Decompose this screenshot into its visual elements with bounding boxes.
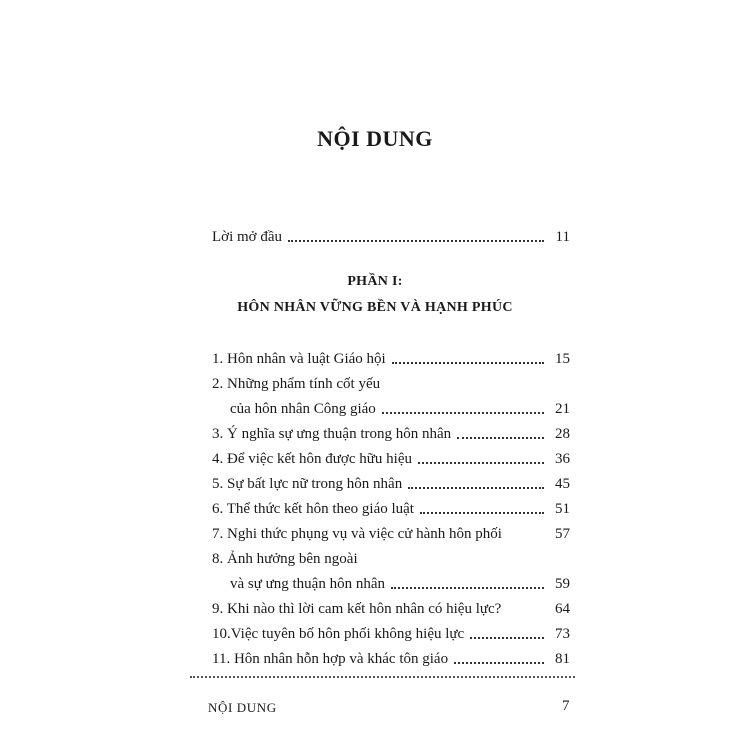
- toc-entry: [212, 346, 570, 368]
- toc-leader-dots: [454, 662, 544, 664]
- toc-entry-page: 57: [555, 526, 570, 542]
- toc-entry: [212, 521, 570, 543]
- toc-entry: [212, 596, 570, 618]
- toc-leader-dots: [288, 240, 544, 242]
- toc-entry: [212, 371, 570, 393]
- toc-entry-label: 2. Những phẩm tính cốt yếu: [212, 376, 381, 392]
- toc-leader-dots: [408, 487, 544, 489]
- toc-entry-label: 9. Khi nào thì lời cam kết hôn nhân có hiệu lực?: [212, 601, 502, 617]
- toc-entry: [212, 621, 570, 643]
- toc-entry-label: 6. Thể thức kết hôn theo giáo luật: [212, 501, 414, 517]
- toc-leader-dots: [391, 587, 544, 589]
- toc-entry-label: của hôn nhân Công giáo: [230, 401, 376, 417]
- toc-entry-continuation: [212, 571, 570, 593]
- toc-entry-label: 8. Ảnh hưởng bên ngoài: [212, 551, 358, 567]
- part-heading: PHẦN I:: [347, 274, 403, 289]
- footer-divider: [190, 676, 575, 678]
- toc-entry: [212, 646, 570, 668]
- toc-entry-page: 51: [555, 501, 570, 517]
- toc-entry-label: 1. Hôn nhân và luật Giáo hội: [212, 351, 386, 367]
- toc-entry-label: 11. Hôn nhân hỗn hợp và khác tôn giáo: [212, 651, 449, 667]
- toc-entry-page: 64: [555, 601, 570, 617]
- part-subheading: HÔN NHÂN VỮNG BỀN VÀ HẠNH PHÚC: [237, 300, 513, 315]
- toc-entry-label: 3. Ý nghĩa sự ưng thuận trong hôn nhân: [212, 426, 452, 442]
- toc-leader-dots: [470, 637, 544, 639]
- toc-entry-page: 28: [555, 426, 570, 442]
- toc-leader-dots: [382, 412, 544, 414]
- toc-entry: [212, 446, 570, 468]
- toc-entry-label: Lời mở đầu: [212, 229, 283, 245]
- toc-entry-intro: [212, 224, 570, 246]
- toc-entry-label: và sự ưng thuận hôn nhân: [230, 576, 385, 592]
- toc-entry-page: 36: [555, 451, 570, 467]
- toc-entry-page: 45: [555, 476, 570, 492]
- toc-entry-continuation: [212, 396, 570, 418]
- toc-entry: [212, 496, 570, 518]
- toc-entry-page: 81: [555, 651, 570, 667]
- toc-entry-page: 73: [555, 626, 570, 642]
- toc-leader-dots: [392, 362, 544, 364]
- toc-entry-page: 59: [555, 576, 570, 592]
- toc-entry-label: 4. Để việc kết hôn được hữu hiệu: [212, 451, 412, 467]
- toc-entry: [212, 546, 570, 568]
- running-footer-title: NỘI DUNG: [208, 700, 277, 715]
- toc-entry-page: 11: [555, 229, 570, 245]
- toc-entry-label: 5. Sự bất lực nữ trong hôn nhân: [212, 476, 403, 492]
- toc-entry: [212, 421, 570, 443]
- toc-entry: [212, 471, 570, 493]
- toc-leader-dots: [418, 462, 544, 464]
- toc-entry-label: 10.Việc tuyên bố hôn phối không hiệu lực: [212, 626, 465, 642]
- toc-entry-page: 15: [555, 351, 570, 367]
- toc-entry-page: 21: [555, 401, 570, 417]
- toc-leader-dots: [457, 437, 544, 439]
- page-title: NỘI DUNG: [317, 126, 433, 151]
- toc-leader-dots: [420, 512, 544, 514]
- toc-entry-label: 7. Nghi thức phụng vụ và việc cử hành hôn phối: [212, 526, 502, 542]
- page-number: 7: [562, 698, 570, 714]
